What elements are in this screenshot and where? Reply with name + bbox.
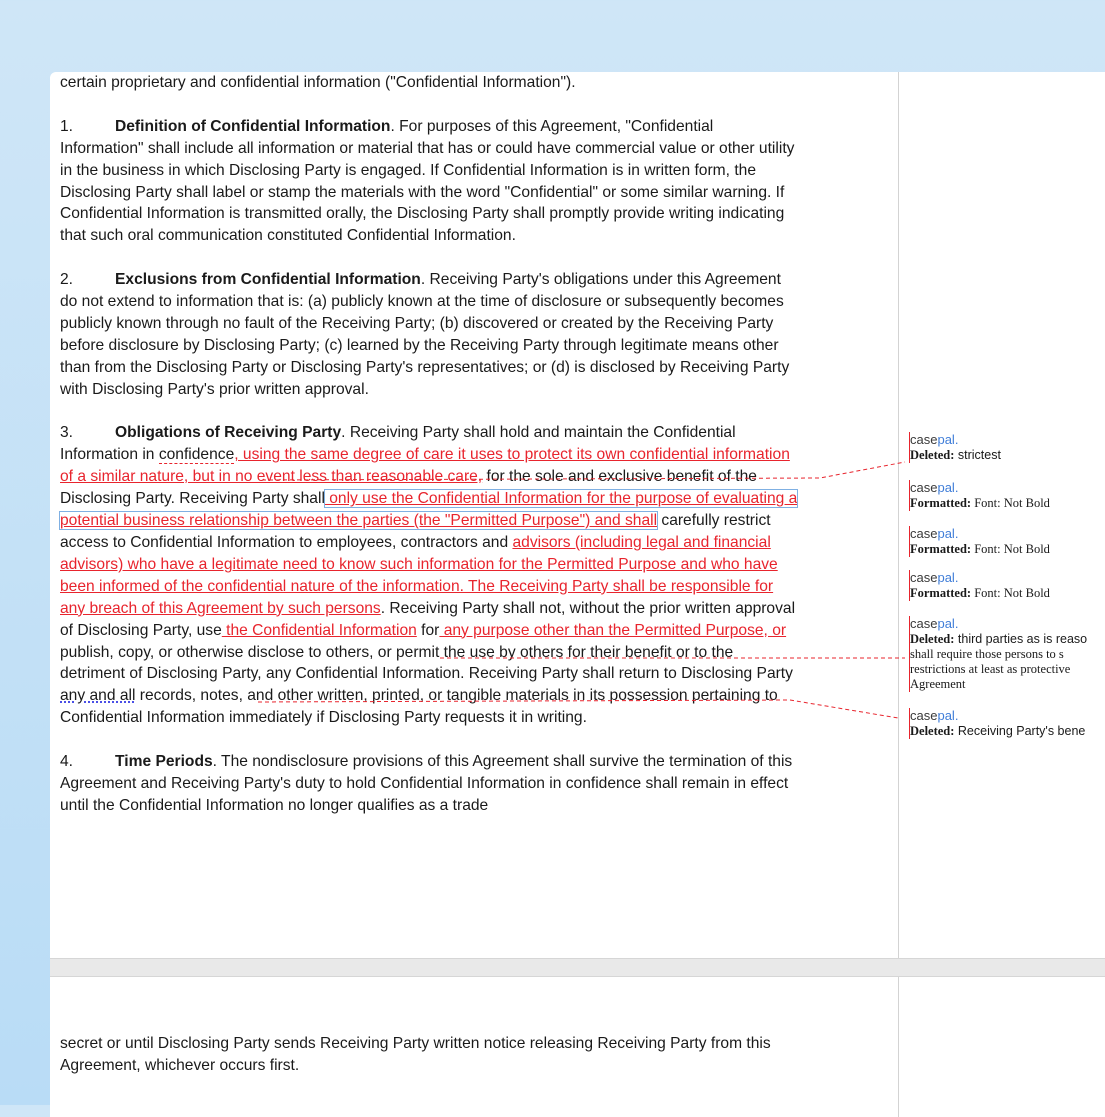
section-number: 4. [60,753,74,771]
section-heading: Obligations of Receiving Party [115,424,342,442]
tracked-insertion[interactable]: any purpose other than the Permitted Purpose, or [439,621,787,639]
comment-text: Deleted: third parties as is reaso [910,632,1088,646]
section-text: publish, copy, or otherwise disclose to others, or permit the use by others for their benefit or to the detriment of Disclosing Party, any Confidential Information. Receiving Party shall return to Disclosing Party [60,643,793,683]
section-1-paragraph [60,116,800,247]
comment-margin-page-2 [899,977,1105,1117]
section-text: carefully restrict access to Confidential Information to employees, contractors and [60,512,771,551]
comment-text-line: Agreement [910,677,966,691]
section-number: 1. [60,117,74,135]
section-text: for [416,621,440,639]
comment-balloon[interactable] [909,570,1105,601]
section-heading: Exclusions from Confidential Information [115,271,421,289]
tracked-insertion[interactable]: advisors (including legal and financial advisors) who have a legitimate need to know such information for the Permitted Purpose and who have been informed of the confidential nature of the information. The Receiving Party shall be responsible for any breach of this Agreement by such persons [60,533,778,617]
comment-text: Deleted: Receiving Party's bene [910,724,1086,738]
section-text: . Receiving Party shall not, without the prior written approval of Disclosing Party, use [60,599,796,639]
page-separator [50,958,1105,977]
page-1-text [60,72,800,839]
section-number: 2. [60,271,74,289]
document-page-2 [50,977,899,1117]
tracked-insertion[interactable]: the Confidential Information [221,621,417,639]
flagged-phrase[interactable]: any and all [60,687,136,705]
page-2-paragraph [60,1033,800,1077]
comment-balloon[interactable] [909,616,1105,692]
section-4-paragraph [60,751,800,817]
section-body: . Receiving Party's obligations under this Agreement do not extend to information that is: (a) publicly known at the time of disclosure or subsequently becomes publicly known through no fault of the Receiving Party; (b) discovered or created by the Receiving Party before disclosure by Disclosing Party; (c) learned by the Receiving Party through legitimate means other than from the Disclosing Party or Disclosing Party's representatives; or (d) is disclosed by Receiving Party with Disclosing Party's prior written approval. [60,271,790,398]
section-body: . For purposes of this Agreement, "Confidential Information" shall include all information or material that has or could have commercial value or other utility in the business in which Disclosing Party is engaged. If Confidential Information is in written form, the Disclosing Party shall label or stamp the materials with the word "Confidential" or some similar warning. If Confidential Information is transmitted orally, the Disclosing Party shall promptly provide writing indicating that such oral communication constituted Confidential Information. [60,117,795,245]
comment-margin [899,72,1105,958]
section-heading: Time Periods [115,753,213,771]
section-text: for the sole and exclusive benefit of the Disclosing Party. Receiving Party shall [60,468,757,508]
section-text: . Receiving Party shall hold and maintain the Confidential Information in [60,424,736,464]
comment-text: Formatted: Font: Not Bold [910,586,1050,600]
comment-balloon[interactable] [909,480,1105,511]
comment-text: Formatted: Font: Not Bold [910,496,1050,510]
comment-text-line: shall require those persons to s [910,647,1064,661]
section-2-paragraph [60,269,800,400]
casepal-logo: casepal. [910,708,959,723]
section-text: records, notes, and other written, printed, or tangible materials in its possession pertaining to Confidential Information immediately if Disclosing Party requests it in writing. [60,687,778,727]
intro-paragraph [60,72,800,94]
paragraph-text: secret or until Disclosing Party sends Receiving Party written notice releasing Receiving Party from this Agreement, whichever occurs first. [60,1035,771,1074]
section-body: . The nondisclosure provisions of this Agreement shall survive the termination of this Agreement and Receiving Party's duty to hold Confidential Information in confidence shall remain in effect until the Confidential Information no longer qualifies as a trade [60,753,793,814]
section-3-paragraph [60,422,800,729]
casepal-logo: casepal. [910,526,959,541]
section-heading: Definition of Confidential Information [115,117,391,135]
tracked-insertion[interactable]: only use the Confidential Information for the purpose of evaluating a potential business relationship between the parties (the "Permitted Purpose") and shall [60,490,798,530]
comment-balloon[interactable] [909,708,1105,739]
casepal-logo: casepal. [910,432,959,447]
casepal-logo: casepal. [910,616,959,631]
tracked-insertion[interactable]: , using the same degree of care it uses to protect its own confidential information of a similar nature, but in no event less than reasonable care, [60,446,790,486]
document-page-1 [50,72,899,958]
comment-text: Deleted: strictest [910,448,1001,462]
comment-text-line: restrictions at least as protective [910,662,1071,676]
page-2-text [60,1033,800,1099]
deletion-anchor[interactable]: confidence [158,446,235,464]
casepal-logo: casepal. [910,570,959,585]
comment-balloon[interactable] [909,526,1105,557]
section-number: 3. [60,424,74,442]
intro-text: certain proprietary and confidential information ("Confidential Information"). [60,74,576,91]
comment-balloon[interactable] [909,432,1105,463]
casepal-logo: casepal. [910,480,959,495]
comment-text: Formatted: Font: Not Bold [910,542,1050,556]
